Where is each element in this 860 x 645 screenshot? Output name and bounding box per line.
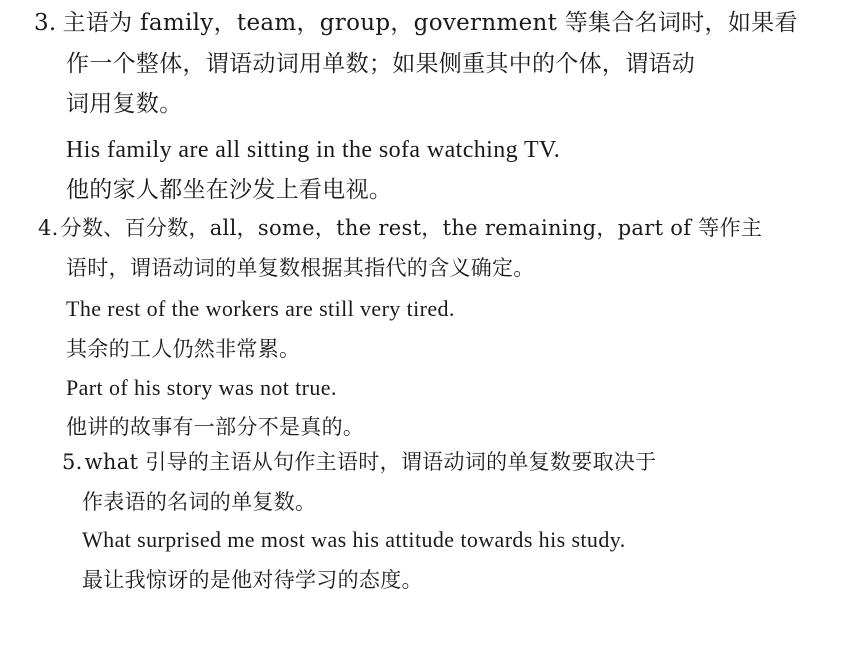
- rule-5-line-2: 作表语的名词的单复数。: [82, 490, 317, 514]
- rule-3-line-3: 词用复数。: [66, 91, 183, 117]
- example-4b-english: Part of his story was not true.: [66, 375, 337, 400]
- example-4a-english: The rest of the workers are still very tired.: [66, 296, 455, 321]
- rule-3-line-2: 作一个整体，谓语动词用单数；如果侧重其中的个体，谓语动: [66, 51, 696, 77]
- rule-3-number: 3.: [34, 10, 57, 36]
- rule-4-line-2: 语时，谓语动词的单复数根据其指代的含义确定。: [66, 256, 535, 280]
- rule-5-line-1: 5.what 引导的主语从句作主语时，谓语动词的单复数要取决于: [62, 447, 656, 477]
- example-5-chinese: 最让我惊讶的是他对待学习的态度。: [82, 568, 423, 592]
- example-3-english: His family are all sitting in the sofa watching TV.: [66, 137, 561, 163]
- example-5-english: What surprised me most was his attitude towards his study.: [82, 527, 626, 552]
- example-4a-chinese: 其余的工人仍然非常累。: [66, 337, 301, 361]
- rule-5-number: 5.: [62, 450, 83, 474]
- example-4b-chinese: 他讲的故事有一部分不是真的。: [66, 415, 365, 439]
- rule-3-line-1: 3. 主语为 family，team，group，government 等集合名词时，如果看: [34, 10, 798, 36]
- rule-4-line-1: 4.分数、百分数，all，some，the rest，the remaining，part of 等作主: [38, 213, 762, 243]
- example-3-chinese: 他的家人都坐在沙发上看电视。: [66, 177, 393, 203]
- rule-4-number: 4.: [38, 216, 59, 240]
